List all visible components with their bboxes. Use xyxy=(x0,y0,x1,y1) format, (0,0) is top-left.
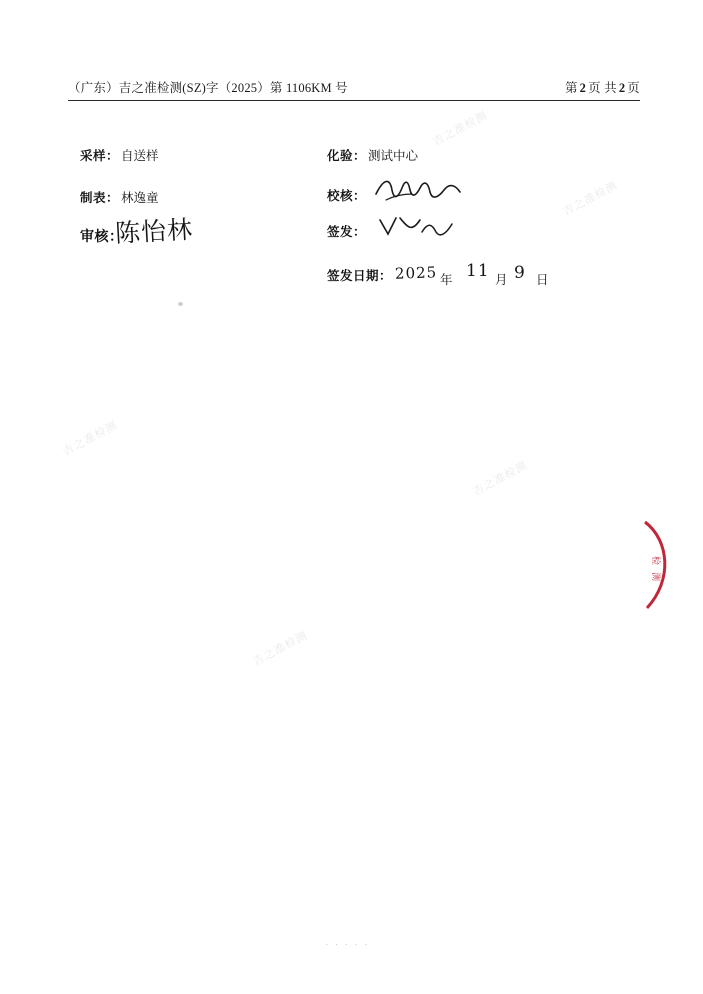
document-header xyxy=(68,78,640,101)
field-checked-by-label: 校核： xyxy=(327,189,367,203)
field-issued-by xyxy=(327,222,368,240)
field-issued-by-label: 签发： xyxy=(327,225,367,239)
issue-date-month-unit: 月 xyxy=(495,273,508,287)
svg-text:测: 测 xyxy=(650,572,660,582)
page-suffix: 页 xyxy=(627,81,640,95)
field-prepared-by-value: 林逸童 xyxy=(121,191,159,205)
watermark-text: 吉之准检测 xyxy=(561,179,620,219)
issue-date-year-unit: 年 xyxy=(440,273,453,287)
signature-checked-by xyxy=(372,174,462,209)
field-issue-date-label: 签发日期： xyxy=(327,269,393,283)
field-sampling xyxy=(80,146,159,164)
watermark-text: 吉之准检测 xyxy=(471,459,530,499)
field-reviewed-by-label: 审核： xyxy=(80,230,124,245)
report-number: （广东）吉之准检测(SZ)字（2025）第 1106KM 号 xyxy=(68,81,348,95)
issue-date-month-value: 11 xyxy=(466,261,490,281)
svg-text:检: 检 xyxy=(650,556,660,566)
field-checked-by xyxy=(327,186,368,204)
field-prepared-by-label: 制表： xyxy=(80,191,120,205)
watermark-text: 吉之准检测 xyxy=(61,419,120,459)
page-total: 2 xyxy=(618,81,626,95)
field-sampling-value: 自送样 xyxy=(121,149,159,163)
signature-issued-by xyxy=(378,212,458,245)
field-sampling-label: 采样： xyxy=(80,149,120,163)
page-prefix: 第 xyxy=(564,81,578,95)
red-seal-stamp xyxy=(639,520,685,610)
issue-date-day-unit: 日 xyxy=(536,273,549,287)
page-mid: 页 共 xyxy=(588,81,617,95)
scan-artifact-dot xyxy=(178,302,183,306)
page-indicator xyxy=(565,78,640,96)
page-current: 2 xyxy=(579,81,587,95)
field-prepared-by xyxy=(80,188,159,206)
issue-date-year-value: 2025 xyxy=(394,263,438,283)
issue-date-day-value: 9 xyxy=(514,263,526,283)
watermark-text: 吉之准检测 xyxy=(251,629,310,669)
field-lab-label: 化验： xyxy=(327,149,367,163)
field-lab-value: 测试中心 xyxy=(368,149,419,163)
signature-fields xyxy=(0,138,703,318)
field-issue-date xyxy=(327,266,392,284)
watermark-text: 吉之准检测 xyxy=(431,109,490,149)
footer-dots: · · · · · xyxy=(325,940,370,951)
field-lab xyxy=(327,146,418,164)
signature-reviewed-by: 陈怡林 xyxy=(114,214,194,249)
